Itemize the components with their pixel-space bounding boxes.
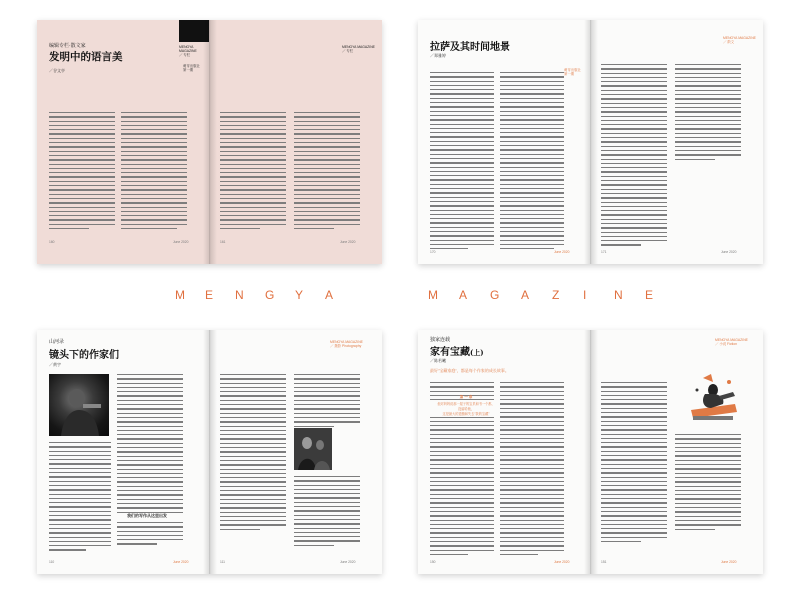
spread2-folio-left-date: June 2020 <box>554 250 570 254</box>
spread3-mag-tag-right <box>330 340 363 348</box>
spread1-folio-left-num: 160 <box>49 240 55 244</box>
spread4-left-text-col2 <box>500 382 564 558</box>
spread1-title: 发明中的语言美 <box>49 51 123 63</box>
spread1-mag-tag-left <box>179 45 209 57</box>
spread3-right-page <box>210 330 382 574</box>
spread1-left-text-col2 <box>121 112 187 232</box>
spread3-folio-left-date: June 2020 <box>173 560 189 564</box>
spread4-title-main: 家有宝藏 <box>430 347 470 358</box>
spread3-kicker: 山河录 <box>49 339 65 345</box>
treasure-illustration <box>683 370 743 428</box>
spread4-author: ／陈若曦 <box>430 358 446 363</box>
spread2-mag-tag <box>723 36 756 44</box>
spread3-left-text-col2b <box>117 522 183 548</box>
spread1-corner-block <box>179 20 209 42</box>
spread4-right-text-col1 <box>601 382 667 545</box>
wordmark-letter: N <box>235 288 244 302</box>
writers-group-photo <box>294 428 332 470</box>
spread1-folio-right-date: June 2020 <box>340 240 356 244</box>
spread1-mag-tag-left-text: MENGYA MAGAZINE <box>179 45 197 53</box>
spread3-left-text-col2 <box>117 374 183 516</box>
spread4-title-suffix: (上) <box>470 348 484 357</box>
spread4-kicker: 独家连载 <box>430 337 451 343</box>
wordmark-letter: E <box>205 288 214 302</box>
spread2-left-text-col2 <box>500 72 564 252</box>
spread4-right-page <box>591 330 763 574</box>
magazine-wordmark <box>0 288 800 306</box>
spread2-folio-left-num: 170 <box>430 250 436 254</box>
spread1-right-page <box>210 20 382 264</box>
reading-figure-illustration-icon <box>683 370 743 428</box>
spread2-title: 拉萨及其时间地景 <box>430 42 510 53</box>
spread1-kicker: 编辑专栏·散文家 <box>49 43 86 49</box>
spread4-folio-right-num: 151 <box>601 560 607 564</box>
spread4-folio-left-num: 150 <box>430 560 436 564</box>
spread2-right-text-col2 <box>675 64 741 163</box>
wordmark-letter: A <box>325 288 334 302</box>
spread1-right-text-col2 <box>294 112 360 232</box>
spread3-right-text-col1 <box>220 374 286 533</box>
wordmark-letter: M <box>428 288 438 302</box>
spread1-folio-right-num: 161 <box>220 240 226 244</box>
spread3-title: 镜头下的作家们 <box>49 350 119 361</box>
spread3-right-text-col2a <box>294 374 360 430</box>
spread1-left-text-col1 <box>49 112 115 232</box>
spread2-author: ／郑雅婷 <box>430 53 446 58</box>
wordmark-letter: M <box>175 288 185 302</box>
spread2-right-text-col1 <box>601 64 667 249</box>
wordmark-letter: E <box>645 288 654 302</box>
spread1-right-text-col1 <box>220 112 286 232</box>
spread2-folio-right-date: June 2020 <box>721 250 737 254</box>
spread3-mag-tag-right-text: MENGYA MAGAZINE <box>330 340 363 344</box>
spread2-mag-tag-sub: ／ 散文 <box>723 40 735 44</box>
spread3-author: ／黄宇 <box>49 362 61 367</box>
spread-language-beauty <box>37 20 382 264</box>
writer-portrait-photo <box>49 374 109 436</box>
spread4-pull-quote: 他对妈妈说那一屋子的宝贝和书一个都， 没留给他， 这是最大的遗憾和失去"我的宝藏" <box>428 402 504 417</box>
spread4-folio-left-date: June 2020 <box>554 560 570 564</box>
spread2-side-note: 萌芽出版社 第一期 <box>564 68 581 76</box>
spread2-mag-tag-text: MENGYA MAGAZINE <box>723 36 756 40</box>
spread3-left-text-col1 <box>49 442 111 554</box>
spread2-folio-right-num: 171 <box>601 250 607 254</box>
spread-lhasa <box>418 20 763 264</box>
wordmark-letter: Z <box>552 288 560 302</box>
spread3-mag-tag-right-sub: ／ 摄影 Photography <box>330 344 362 348</box>
wordmark-letter: A <box>521 288 530 302</box>
spread1-left-page <box>37 20 210 264</box>
wordmark-letter: I <box>583 288 587 302</box>
spread3-folio-right-num: 111 <box>220 560 226 564</box>
spread4-folio-right-date: June 2020 <box>721 560 737 564</box>
spread2-left-text-col1 <box>430 72 494 252</box>
group-figures-icon <box>294 428 332 470</box>
wordmark-letter: G <box>265 288 275 302</box>
spread3-left-page <box>37 330 210 574</box>
spread3-folio-left-num: 110 <box>49 560 55 564</box>
spread3-right-text-col2b <box>294 476 360 549</box>
wordmark-letter: Y <box>295 288 304 302</box>
spread-family-treasure <box>418 330 763 574</box>
spread1-folio-left-date: June 2020 <box>173 240 189 244</box>
spread1-mag-tag-right-sub: ／ 专栏 <box>342 49 354 53</box>
spread1-mag-tag-left-sub: ／ 专栏 <box>179 53 191 57</box>
spread3-subhead: 我们的写作从这里出发 <box>127 513 167 518</box>
spread4-mag-tag-text: MENGYA MAGAZINE <box>715 338 748 342</box>
spread2-right-page <box>591 20 763 264</box>
spread2-left-page <box>418 20 591 264</box>
spread4-right-text-col2 <box>675 434 741 533</box>
wordmark-letter: A <box>459 288 468 302</box>
spread1-author: ／谷文亭 <box>49 68 65 73</box>
spread1-mag-tag-right-text: MENGYA MAGAZINE <box>342 45 375 49</box>
spread-writers-lens <box>37 330 382 574</box>
spread1-mag-tag-right <box>342 45 375 53</box>
spread4-pull-quote-head: 第 一 章 <box>459 395 473 399</box>
spread4-mag-tag <box>715 338 748 346</box>
spread1-side-note: 萌芽出版社 第一期 <box>183 64 200 72</box>
spread4-left-page <box>418 330 591 574</box>
spread4-mag-tag-sub: ／ 小说 Fiction <box>715 342 738 346</box>
spread4-title <box>430 343 484 358</box>
wordmark-letter: G <box>490 288 500 302</box>
portrait-figure-icon <box>49 374 109 436</box>
spread4-intro: 最好"宝藏家庭"，都是每个作家的成长故事。 <box>430 368 509 373</box>
wordmark-letter: N <box>614 288 623 302</box>
spread3-folio-right-date: June 2020 <box>340 560 356 564</box>
